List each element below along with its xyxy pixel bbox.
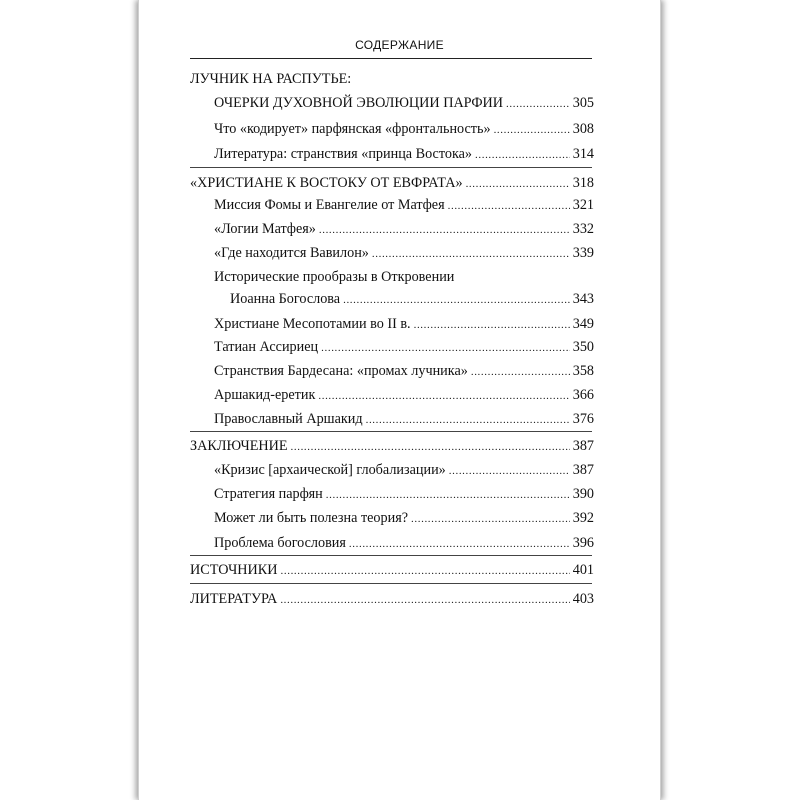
dot-leader	[319, 221, 570, 239]
toc-entry[interactable]	[190, 174, 594, 193]
toc-entry-title: «Логии Матфея»	[214, 221, 316, 237]
dot-leader	[466, 175, 570, 193]
table-of-contents	[139, 0, 660, 800]
toc-entry[interactable]	[214, 509, 594, 528]
toc-page-number: 401	[572, 562, 594, 578]
toc-entry[interactable]	[214, 244, 594, 263]
dot-leader	[506, 95, 570, 113]
page-title: СОДЕРЖАНИЕ	[355, 38, 444, 52]
toc-entry-title: Христиане Месопотамии во II в.	[214, 316, 411, 332]
toc-entry-title: Литература: странствия «принца Востока»	[214, 146, 473, 162]
toc-entry-title: Может ли быть полезна теория?	[214, 510, 409, 526]
toc-entry[interactable]	[214, 94, 594, 113]
toc-entry-title: Исторические прообразы в Откровении	[214, 269, 455, 285]
toc-page-number: 350	[572, 339, 594, 355]
toc-page-number: 387	[572, 462, 594, 478]
toc-page-number: 318	[572, 175, 594, 191]
toc-entry-title: Иоанна Богослова	[230, 291, 341, 307]
toc-page-number: 403	[572, 591, 594, 607]
dot-leader	[280, 591, 569, 609]
toc-entry-title: Миссия Фомы и Евангелие от Матфея	[214, 197, 445, 213]
toc-entry-title: Православный Аршакид	[214, 411, 363, 427]
toc-entry-title: «Кризис [архаической] глобализации»	[214, 462, 446, 478]
toc-entry-title: Странствия Бардесана: «промах лучника»	[214, 363, 468, 379]
toc-entry-title: ИСТОЧНИКИ	[190, 562, 278, 578]
toc-entry[interactable]	[214, 386, 594, 405]
section-divider	[190, 583, 592, 584]
section-divider	[190, 431, 592, 432]
toc-entry[interactable]	[190, 561, 594, 580]
toc-page-number: 314	[572, 146, 594, 162]
toc-entry-title: Аршакид-еретик	[214, 387, 316, 403]
toc-page-number: 376	[572, 411, 594, 427]
toc-entry-title: ОЧЕРКИ ДУХОВНОЙ ЭВОЛЮЦИИ ПАРФИИ	[214, 95, 504, 111]
toc-page-number: 396	[572, 535, 594, 551]
toc-entry-title: «ХРИСТИАНЕ К ВОСТОКУ ОТ ЕВФРАТА»	[190, 175, 463, 191]
dot-leader	[318, 387, 569, 405]
toc-entry[interactable]	[214, 145, 594, 164]
toc-page-number: 358	[572, 363, 594, 379]
dot-leader	[448, 197, 570, 215]
toc-entry-title: «Где находится Вавилон»	[214, 245, 369, 261]
dot-leader	[343, 291, 570, 309]
toc-page-number: 390	[572, 486, 594, 502]
dot-leader	[349, 535, 570, 553]
dot-leader	[449, 462, 570, 480]
toc-page-number: 343	[572, 291, 594, 307]
toc-entry[interactable]	[214, 338, 594, 357]
section-divider	[190, 555, 592, 556]
toc-entry[interactable]	[214, 196, 594, 215]
toc-entry-title: Стратегия парфян	[214, 486, 323, 502]
dot-leader	[411, 510, 570, 528]
dot-leader	[471, 363, 570, 381]
toc-section-title: ЛУЧНИК НА РАСПУТЬЕ:	[190, 71, 352, 87]
toc-entry[interactable]	[190, 437, 594, 456]
toc-entry[interactable]	[190, 590, 594, 609]
toc-entry-title: ЗАКЛЮЧЕНИЕ	[190, 438, 288, 454]
dot-leader	[494, 121, 570, 139]
toc-page-number: 332	[572, 221, 594, 237]
toc-entry[interactable]	[214, 410, 594, 429]
toc-entry-title: Татиан Ассириец	[214, 339, 319, 355]
toc-page-number: 387	[572, 438, 594, 454]
toc-page-number: 392	[572, 510, 594, 526]
toc-page-number: 321	[572, 197, 594, 213]
toc-entry[interactable]	[214, 485, 594, 504]
dot-leader	[321, 339, 570, 357]
toc-entry[interactable]	[214, 534, 594, 553]
toc-entry[interactable]	[214, 362, 594, 381]
toc-entry[interactable]	[230, 290, 594, 309]
book-page	[138, 0, 661, 800]
dot-leader	[372, 245, 570, 263]
dot-leader	[475, 146, 570, 164]
toc-entry[interactable]	[214, 220, 594, 239]
toc-page-number: 305	[572, 95, 594, 111]
section-divider	[190, 167, 592, 168]
toc-page-number: 339	[572, 245, 594, 261]
toc-entry-title: Что «кодирует» парфянская «фронтальность»	[214, 121, 491, 137]
dot-leader	[291, 438, 570, 456]
toc-entry-title: ЛИТЕРАТУРА	[190, 591, 278, 607]
dot-leader	[281, 562, 570, 580]
toc-page-number: 349	[572, 316, 594, 332]
toc-entry[interactable]	[214, 461, 594, 480]
toc-page-number: 308	[572, 121, 594, 137]
toc-entry[interactable]	[214, 315, 594, 334]
toc-page-number: 366	[572, 387, 594, 403]
dot-leader	[414, 316, 570, 334]
toc-entry[interactable]	[214, 120, 594, 139]
dot-leader	[366, 411, 570, 429]
toc-entry-title: Проблема богословия	[214, 535, 346, 551]
dot-leader	[326, 486, 570, 504]
